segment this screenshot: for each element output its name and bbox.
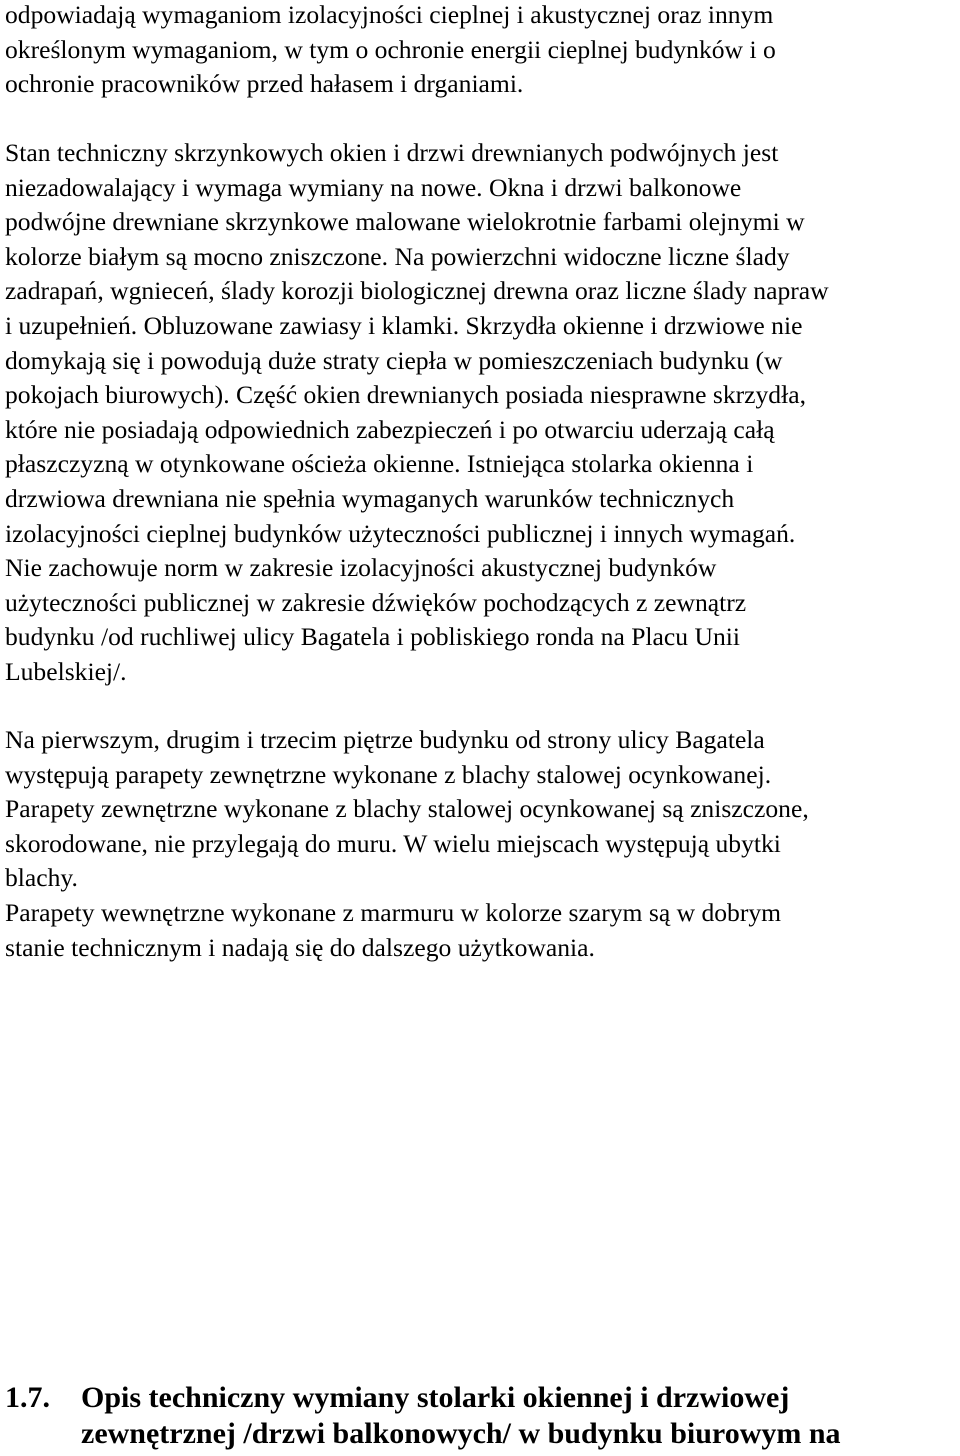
text-line: Stan techniczny skrzynkowych okien i drzwi drewnianych podwójnych jest	[5, 138, 779, 167]
text-line: Parapety wewnętrzne wykonane z marmuru w kolorze szarym są w dobrym	[5, 897, 782, 927]
text-line: odpowiadają wymaganiom izolacyjności cieplnej i akustycznej oraz innym	[5, 0, 774, 29]
text-line: zadrapań, wgnieceń, ślady korozji biologicznej drewna oraz liczne ślady napraw	[5, 276, 829, 306]
text-line: Parapety zewnętrzne wykonane z blachy stalowej ocynkowanej są zniszczone,	[5, 794, 809, 824]
text-line: i uzupełnień. Obluzowane zawiasy i klamki. Skrzydła okienne i drzwiowe nie	[5, 310, 803, 340]
section-title-line: Opis techniczny wymiany stolarki okiennej i drzwiowej	[81, 1381, 790, 1414]
section-heading	[5, 1380, 841, 1452]
text-line: występują parapety zewnętrzne wykonane z blachy stalowej ocynkowanej.	[5, 759, 772, 789]
paragraph-insulation-requirements	[5, 0, 776, 102]
text-line: domykają się i powodują duże straty ciepła w pomieszczeniach budynku (w	[5, 345, 783, 375]
text-line: izolacyjności cieplnej budynków użyteczności publicznej i innych wymagań.	[5, 518, 796, 548]
text-line: budynku /od ruchliwej ulicy Bagatela i pobliskiego ronda na Placu Unii	[5, 622, 740, 652]
text-line: drzwiowa drewniana nie spełnia wymaganych warunków technicznych	[5, 483, 735, 513]
paragraph-window-condition	[5, 136, 829, 690]
text-line: które nie posiadają odpowiednich zabezpieczeń i po otwarciu uderzają całą	[5, 414, 775, 444]
text-line: podwójne drewniane skrzynkowe malowane wielokrotnie farbami olejnymi w	[5, 207, 805, 237]
text-line: blachy.	[5, 863, 78, 893]
text-line: Lubelskiej/.	[5, 656, 127, 686]
text-line: niezadowalający i wymaga wymiany na nowe. Okna i drzwi balkonowe	[5, 172, 742, 202]
section-title-line: zewnętrznej /drzwi balkonowych/ w budynku biurowym na	[81, 1417, 841, 1450]
text-line: użyteczności publicznej w zakresie dźwięków pochodzących z zewnątrz	[5, 587, 747, 617]
section-heading-row	[5, 1380, 841, 1416]
text-line: kolorze białym są mocno zniszczone. Na powierzchni widoczne liczne ślady	[5, 241, 790, 271]
text-line: płaszczyzną w otynkowane ościeża okienne. Istniejąca stolarka okienna i	[5, 449, 754, 479]
text-line: skorodowane, nie przylegają do muru. W wielu miejscach występują ubytki	[5, 828, 781, 858]
text-line: ochronie pracowników przed hałasem i drganiami.	[5, 69, 524, 99]
text-line: określonym wymaganiom, w tym o ochronie energii cieplnej budynków i o	[5, 34, 776, 64]
text-line: stanie technicznym i nadają się do dalszego użytkowania.	[5, 932, 595, 962]
paragraph-window-sills	[5, 723, 809, 965]
text-line: pokojach biurowych). Część okien drewnianych posiada niesprawne skrzydła,	[5, 380, 806, 410]
text-line: Na pierwszym, drugim i trzecim piętrze budynku od strony ulicy Bagatela	[5, 725, 765, 754]
section-number: 1.7.	[5, 1381, 50, 1414]
text-line: Nie zachowuje norm w zakresie izolacyjności akustycznej budynków	[5, 553, 717, 583]
